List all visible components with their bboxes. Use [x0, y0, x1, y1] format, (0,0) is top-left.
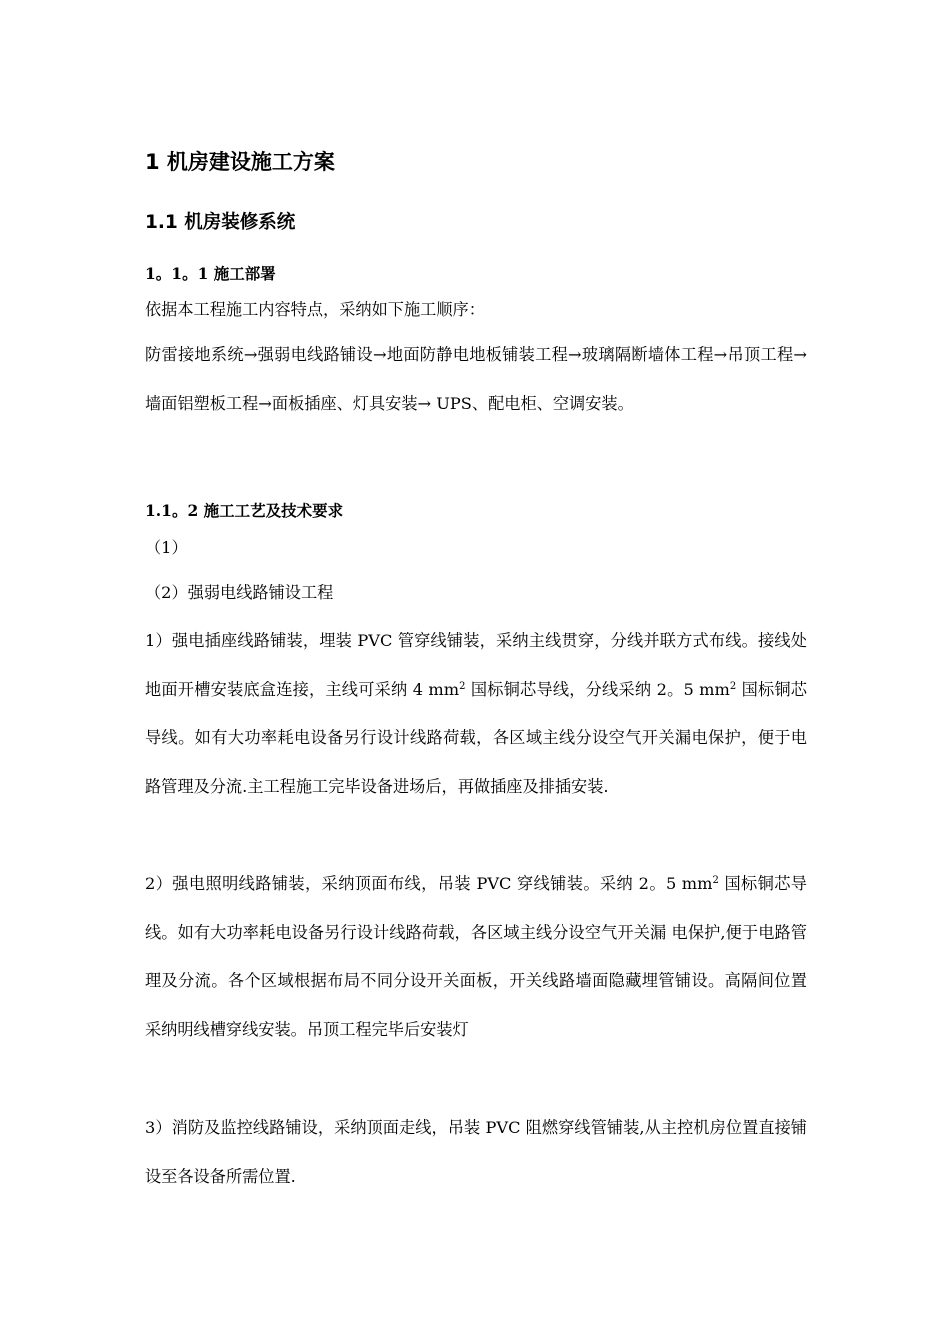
- list-item-2: （2）强弱电线路铺设工程: [145, 583, 334, 602]
- superscript: 2: [459, 680, 466, 692]
- paragraph-fire-monitoring: 3）消防及监控线路铺设，采纳顶面走线，吊装 PVC 阻燃穿线管铺装,从主控机房位置直接铺设至各设备所需位置.: [145, 1118, 807, 1186]
- text-run: 国标铜芯导线，分线采纳 2。5 mm: [465, 679, 730, 699]
- heading-section-deployment: 1。1。1 施工部署: [145, 264, 276, 283]
- text-run: 国标铜芯导线。如有大功率耗电设备另行设计线路荷载，各区域主线分设空气开关漏电保护，便于电路管理及分流.主工程施工完毕设备进场后，再做插座及排插安装.: [145, 679, 807, 796]
- heading-level2: 1.1 机房装修系统: [145, 212, 296, 233]
- text-run: 国标铜芯导线。如有大功率耗电设备另行设计线路荷载，各区域主线分设空气开关漏 电保护,便于电路管理及分流。各个区域根据布局不同分设开关面板，开关线路墙面隐藏埋管铺设。高隔间位置采纳明线槽穿线安装。吊顶工程完毕后安装灯: [145, 874, 807, 1039]
- paragraph-intro: 依据本工程施工内容特点，采纳如下施工顺序：: [145, 300, 485, 319]
- heading-section-technique: 1.1。2 施工工艺及技术要求: [145, 501, 344, 520]
- superscript: 2: [729, 680, 737, 692]
- paragraph-lighting: [145, 860, 807, 1054]
- heading-level1: 1 机房建设施工方案: [145, 150, 335, 174]
- paragraph-power-socket: [145, 617, 807, 811]
- list-item-1: （1）: [145, 538, 188, 557]
- text-run: 1）强电插座线路铺装，埋装 PVC 管穿线铺装，采纳主线贯穿，分线并联方式布线。接线处地面开槽安装底盒连接，主线可采纳 4 mm: [145, 631, 807, 699]
- superscript: 2: [712, 875, 719, 886]
- text-run: 2）强电照明线路铺装，采纳顶面布线，吊装 PVC 穿线铺装。采纳 2。5 mm: [145, 874, 713, 893]
- paragraph-sequence: 防雷接地系统→强弱电线路铺设→地面防静电地板铺装工程→玻璃隔断墙体工程→吊顶工程→墙面铝塑板工程→面板插座、灯具安装→ UPS、配电柜、空调安装。: [145, 345, 807, 413]
